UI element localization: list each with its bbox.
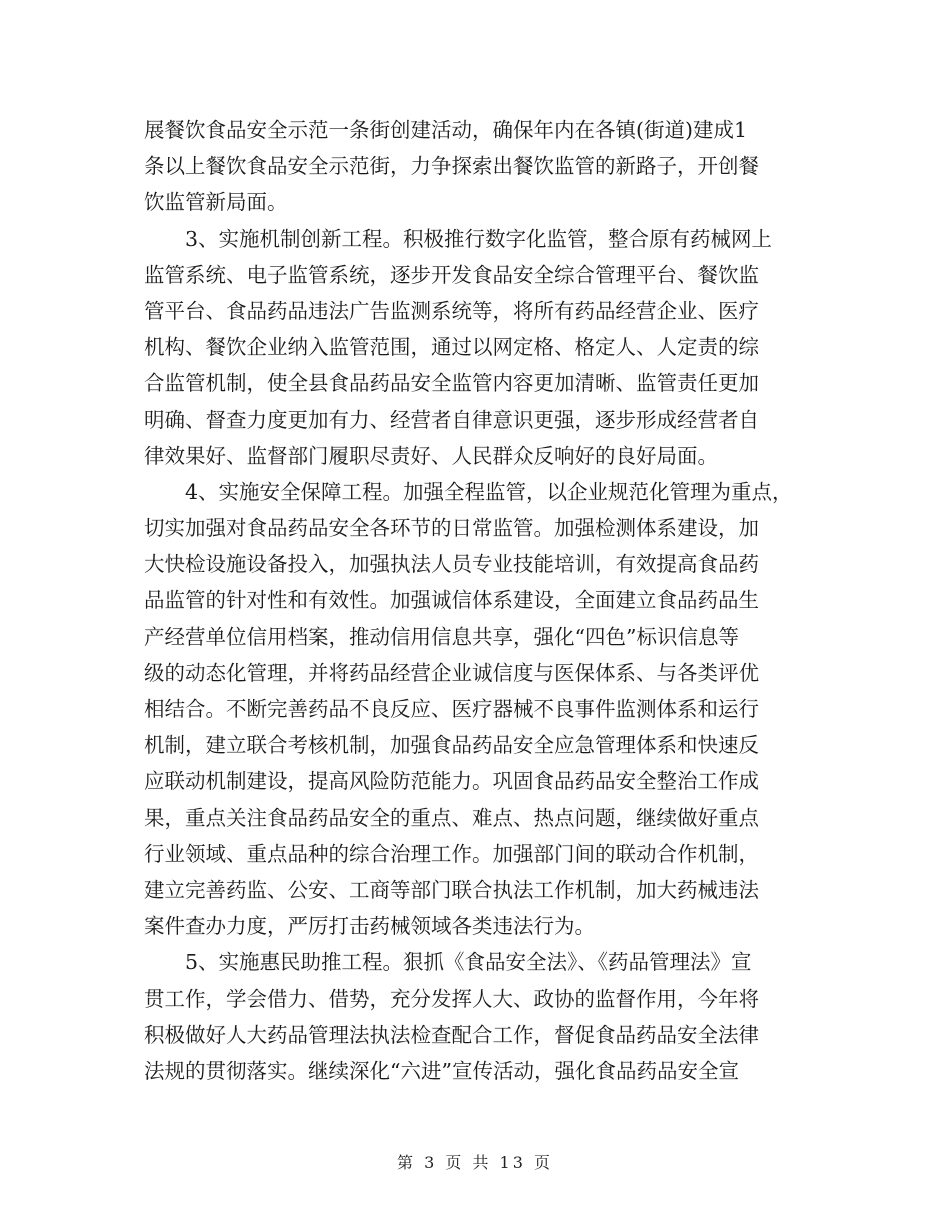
text-line: 5、实施惠民助推工程。狠抓《食品安全法》、《药品管理法》宣 xyxy=(185,950,752,975)
text-line: 积极做好人大药品管理法执法检查配合工作，督促食品药品安全法律 xyxy=(144,1022,759,1047)
text-line: 管平台、食品药品违法广告监测系统等，将所有药品经营企业、医疗 xyxy=(144,298,759,323)
page-footer: 第 3 页 共 13 页 xyxy=(397,1153,553,1172)
text-line: 级的动态化管理，并将药品经营企业诚信度与医保体系、与各类评优 xyxy=(144,660,759,685)
text-line: 建立完善药监、公安、工商等部门联合执法工作机制，加大药械违法 xyxy=(144,877,759,902)
text-line: 果，重点关注食品药品安全的重点、难点、热点问题，继续做好重点 xyxy=(144,805,759,830)
text-line: 饮监管新局面。 xyxy=(144,190,288,215)
text-line: 相结合。不断完善药品不良反应、医疗器械不良事件监测体系和运行 xyxy=(144,697,759,721)
text-line: 大快检设施设备投入，加强执法人员专业技能培训，有效提高食品药 xyxy=(144,552,759,577)
text-line: 应联动机制建设，提高风险防范能力。巩固食品药品安全整治工作成 xyxy=(144,769,759,794)
text-line: 4、实施安全保障工程。加强全程监管，以企业规范化管理为重点， xyxy=(185,479,793,504)
text-line: 行业领域、重点品种的综合治理工作。加强部门间的联动合作机制， xyxy=(144,841,759,866)
text-line: 3、实施机制创新工程。积极推行数字化监管，整合原有药械网上 xyxy=(185,226,773,251)
text-line: 合监管机制，使全县食品药品安全监管内容更加清晰、监管责任更加 xyxy=(144,371,759,396)
text-line: 机构、餐饮企业纳入监管范围，通过以网定格、格定人、人定责的综 xyxy=(144,335,759,360)
text-line: 产经营单位信用档案，推动信用信息共享，强化“四色”标识信息等 xyxy=(144,624,739,649)
text-line: 品监管的针对性和有效性。加强诚信体系建设，全面建立食品药品生 xyxy=(144,588,759,613)
text-line: 展餐饮食品安全示范一条街创建活动，确保年内在各镇(街道)建成1 xyxy=(144,118,748,142)
text-line: 监管系统、电子监管系统，逐步开发食品安全综合管理平台、餐饮监 xyxy=(144,262,759,287)
text-line: 案件查办力度，严厉打击药械领域各类违法行为。 xyxy=(144,914,595,939)
text-line: 律效果好、监督部门履职尽责好、人民群众反响好的良好局面。 xyxy=(144,443,718,468)
text-line: 明确、督查力度更加有力、经营者自律意识更强，逐步形成经营者自 xyxy=(144,407,759,432)
text-line: 法规的贯彻落实。继续深化“六进”宣传活动，强化食品药品安全宣 xyxy=(144,1058,739,1083)
body-text xyxy=(144,112,834,1089)
text-line: 条以上餐饮食品安全示范街，力争探索出餐饮监管的新路子，开创餐 xyxy=(144,154,759,179)
text-line: 切实加强对食品药品安全各环节的日常监管。加强检测体系建设，加 xyxy=(144,516,759,541)
text-line: 贯工作，学会借力、借势，充分发挥人大、政协的监督作用，今年将 xyxy=(144,986,759,1011)
text-line: 机制，建立联合考核机制，加强食品药品安全应急管理体系和快速反 xyxy=(144,733,759,758)
